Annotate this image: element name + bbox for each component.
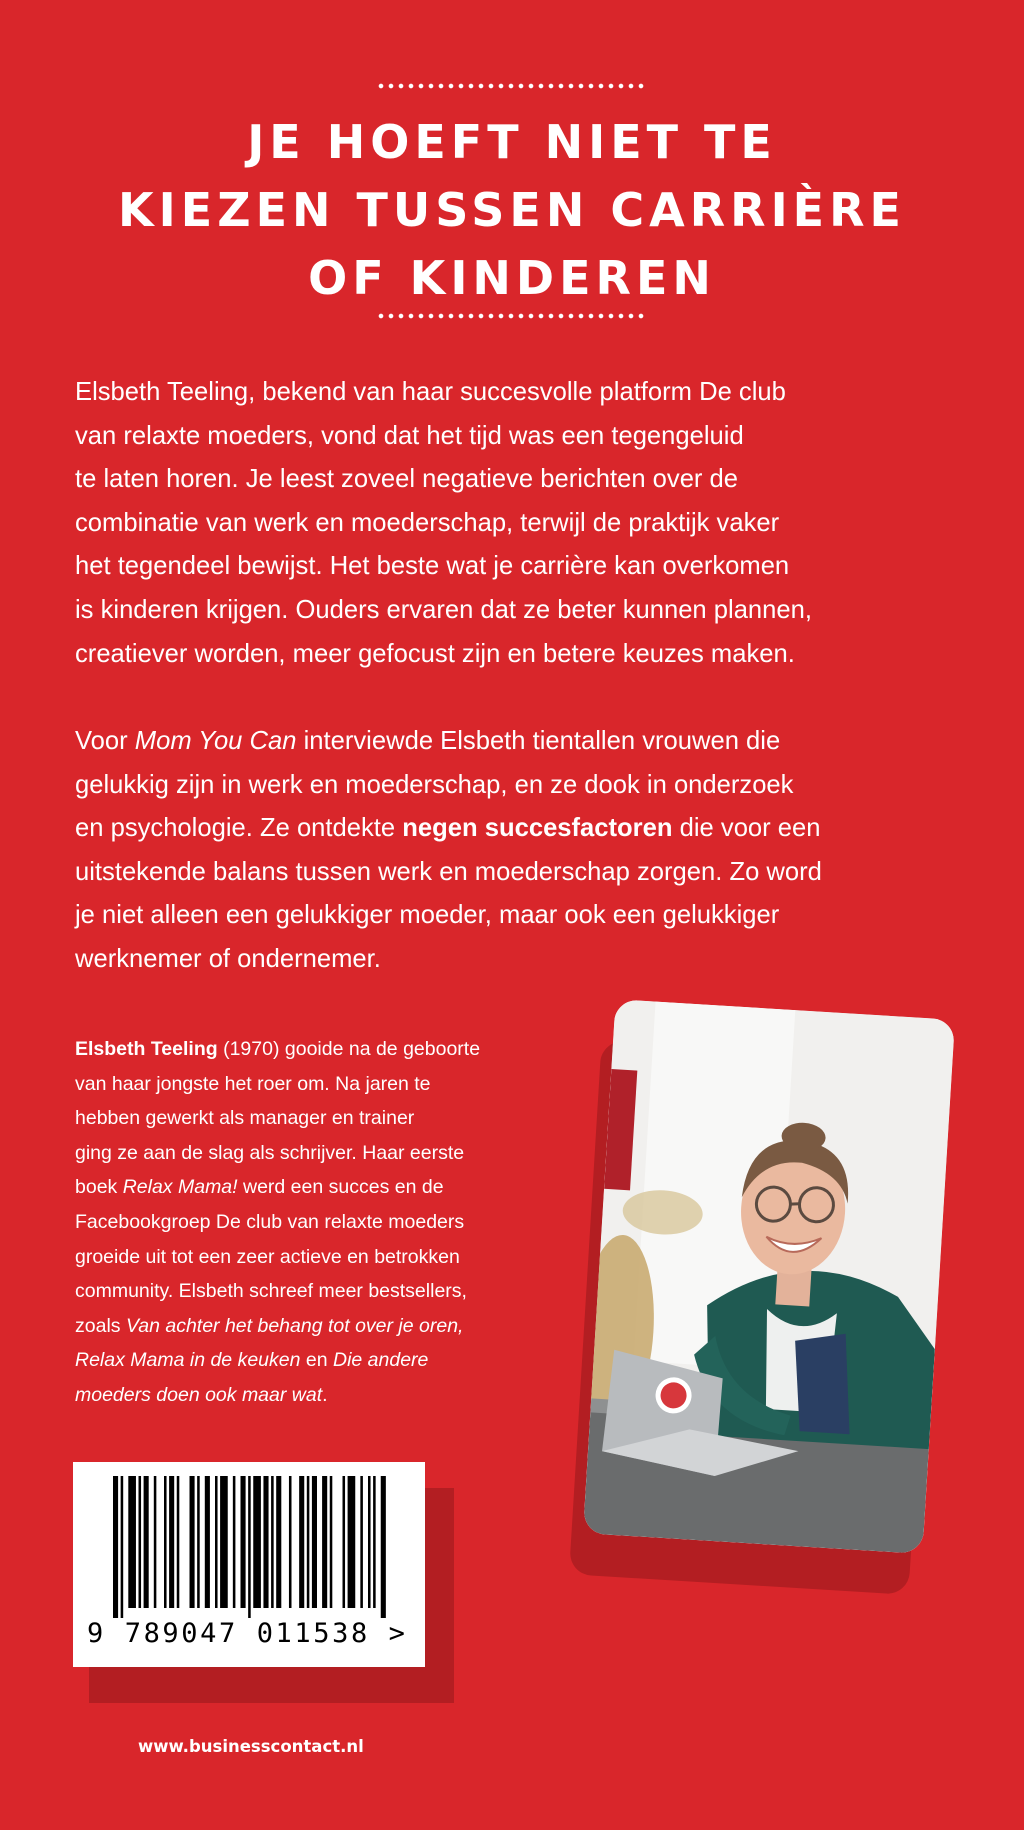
bio-line-1 [75, 1032, 595, 1067]
book-title: Mom You Can [134, 727, 297, 755]
behang-title: Van achter het behang tot over je oren, [125, 1314, 464, 1337]
headline-line-3: OF KINDEREN [308, 251, 716, 305]
book-line-6: werknemer of ondernemer. [75, 944, 381, 973]
andere-moeders-title-part2: moeders doen ook maar wat [75, 1383, 323, 1406]
headline-line-2: KIEZEN TUSSEN CARRIÈRE [118, 183, 906, 237]
bio-line-10-mid: en [300, 1349, 333, 1372]
barcode-bar [276, 1476, 281, 1608]
headline [62, 108, 962, 312]
barcode-bar [197, 1476, 200, 1608]
barcode-bar [139, 1476, 142, 1608]
barcode-bar [248, 1476, 251, 1618]
andere-moeders-title-part1: Die andere [332, 1349, 429, 1372]
book-line-1-pre: Voor [75, 727, 135, 755]
barcode-bar [299, 1476, 304, 1608]
barcode-bars [73, 1462, 425, 1622]
barcode-bar [128, 1476, 136, 1608]
intro-line-1: Elsbeth Teeling, bekend van haar succesvolle platform De club [75, 378, 786, 406]
bio-line-11 [75, 1378, 595, 1413]
relax-mama-title: Relax Mama! [122, 1176, 238, 1199]
book-line-3-pre: en psychologie. Ze ontdekte [75, 814, 403, 843]
bio-line-9-pre: zoals [75, 1314, 126, 1337]
intro-paragraph [75, 371, 975, 676]
barcode-bar [190, 1476, 195, 1608]
intro-line-4: combinatie van werk en moederschap, terwijl de praktijk vaker [75, 508, 780, 537]
barcode-bar [330, 1476, 333, 1608]
book-line-5: je niet alleen een gelukkiger moeder, maar ook een gelukkiger [75, 901, 780, 930]
barcode-bar [343, 1476, 346, 1608]
barcode-bar [348, 1476, 356, 1608]
bio-line-9 [75, 1309, 595, 1344]
bio-line-7: groeide uit tot een zeer actieve en betrokken [75, 1245, 460, 1268]
barcode-bar [368, 1476, 371, 1608]
bio-line-1-post: (1970) gooide na de geboorte [217, 1038, 481, 1060]
intro-line-2: van relaxte moeders, vond dat het tijd was een tegengeluid [75, 421, 744, 450]
intro-line-3: te laten horen. Je leest zoveel negatieve berichten over de [75, 465, 739, 494]
bio-line-5-post: werd een succes en de [237, 1176, 444, 1199]
keuken-title: Relax Mama in de keuken [75, 1349, 301, 1372]
book-line-2: gelukkig zijn in werk en moederschap, en ze dook in onderzoek [75, 770, 794, 799]
book-line-3 [75, 807, 975, 851]
publisher-website[interactable]: www.businesscontact.nl [138, 1737, 364, 1756]
barcode-bar [154, 1476, 157, 1608]
bio-line-8: community. Elsbeth schreef meer bestsellers, [75, 1280, 467, 1303]
barcode-bar [307, 1476, 310, 1608]
top-dotted-rule [376, 83, 648, 89]
intro-line-7: creatiever worden, meer gefocust zijn en betere keuzes maken. [75, 639, 795, 668]
bio-line-5-pre: boek [75, 1176, 123, 1199]
author-photo-illustration [583, 999, 955, 1554]
intro-line-5: het tegendeel bewijst. Het beste wat je carrière kan overkomen [75, 552, 790, 581]
barcode-bar [289, 1476, 292, 1608]
barcode-bar [360, 1476, 363, 1608]
bio-line-5 [75, 1170, 595, 1205]
barcode-bar [164, 1476, 167, 1608]
book-line-3-post: die voor een [672, 814, 821, 843]
bio-line-11-post: . [322, 1383, 328, 1406]
bottom-dotted-rule [376, 313, 648, 319]
bio-line-3: hebben gewerkt als manager en trainer [75, 1107, 415, 1130]
book-line-1-post: interviewde Elsbeth tientallen vrouwen die [296, 727, 781, 755]
barcode-bar [169, 1476, 174, 1608]
bio-line-10 [75, 1343, 595, 1378]
barcode-bar [381, 1476, 386, 1618]
author-name: Elsbeth Teeling [75, 1038, 218, 1060]
bio-line-6: Facebookgroep De club van relaxte moeders [75, 1210, 465, 1233]
author-bio [75, 1032, 595, 1413]
barcode-bar [177, 1476, 180, 1608]
bio-line-2: van haar jongste het roer om. Na jaren te [75, 1072, 431, 1095]
success-factors-highlight: negen succesfactoren [402, 814, 673, 843]
barcode-bar [322, 1476, 327, 1608]
barcode-bar [220, 1476, 228, 1608]
barcode-bar [373, 1476, 376, 1608]
isbn-barcode [73, 1462, 425, 1667]
intro-line-6: is kinderen krijgen. Ouders ervaren dat ze beter kunnen plannen, [75, 595, 812, 624]
barcode-bar [144, 1476, 149, 1608]
barcode-bar [205, 1476, 210, 1608]
author-photo [583, 999, 955, 1554]
isbn-number: 9 789047 011538 > [87, 1618, 408, 1649]
barcode-bar [263, 1476, 268, 1608]
barcode-bar [233, 1476, 236, 1608]
barcode-bar [253, 1476, 261, 1608]
bio-line-4: ging ze aan de slag als schrijver. Haar eerste [75, 1141, 465, 1164]
book-line-4: uitstekende balans tussen werk en moederschap zorgen. Zo word [75, 857, 822, 886]
barcode-bar [241, 1476, 246, 1608]
barcode-bar [121, 1476, 124, 1618]
barcode-bar [215, 1476, 218, 1608]
headline-line-1: JE HOEFT NIET TE [247, 115, 777, 169]
book-line-1 [75, 720, 975, 764]
barcode-bar [312, 1476, 317, 1608]
barcode-bar [113, 1476, 118, 1618]
book-paragraph [75, 720, 975, 982]
barcode-bar [271, 1476, 274, 1608]
